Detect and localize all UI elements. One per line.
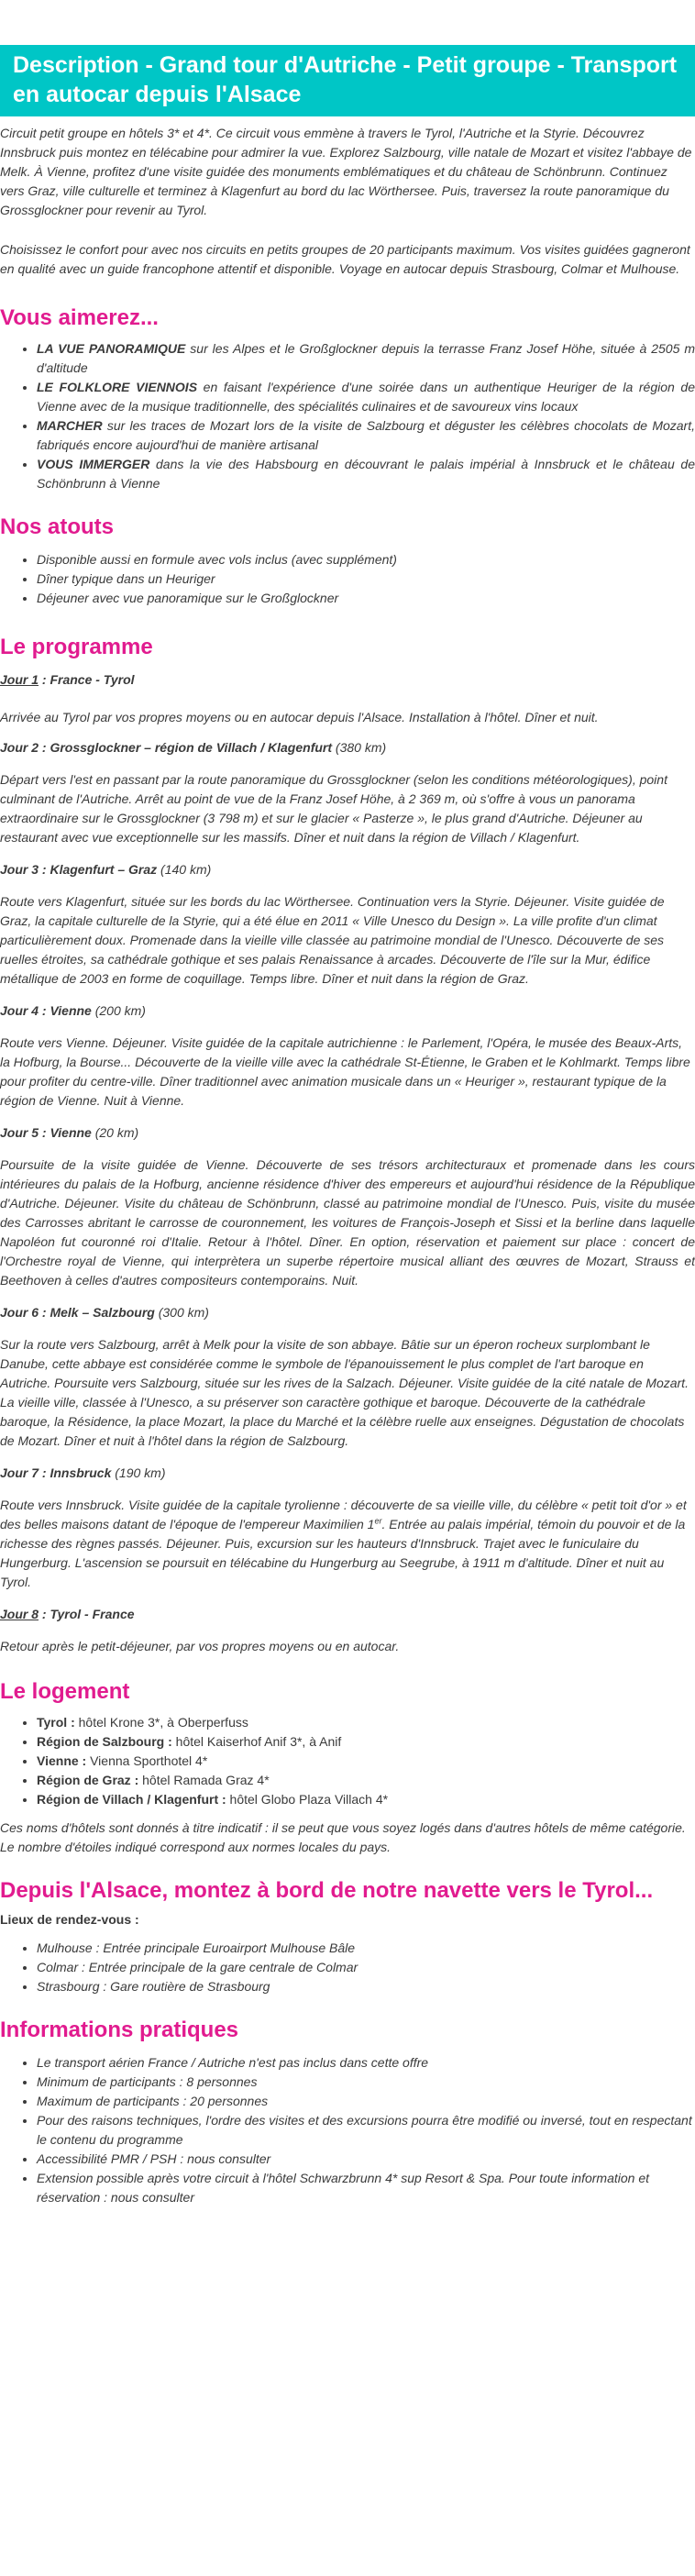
navette-list <box>0 1939 695 1996</box>
intro-paragraph-1: Circuit petit groupe en hôtels 3* et 4*. Ce circuit vous emmène à travers le Tyrol, l'Autriche et la Styrie. Découvrez Innsbruck puis montez en télécabine pour admirer la vue. Explorez Salzbourg, ville natale de Mozart et visitez l'abbaye de Melk. À Vienne, profitez d'une visite guidée des monuments emblématiques et du château de Schönbrunn. Continuez vers Graz, ville culturelle et terminez à Klagenfurt au bord du lac Wörthersee. Puis, traversez la route panoramique du Grossglockner pour revenir au Tyrol. <box>0 126 692 217</box>
aimerez-list <box>0 339 695 493</box>
navette-subheading: Lieux de rendez-vous : <box>0 1912 139 1927</box>
day-text: Route vers Innsbruck. Visite guidée de la capitale tyrolienne : découverte de sa vieille ville, du célèbre « petit toit d'or » et des belles maisons datant de l'époque de l'empereur Maximilien 1er. Entrée au palais impérial, témoin du pouvoir et de la richesse des règnes passés. Déjeuner. Puis, excursion sur les hauteurs d'Innsbruck. Trajet avec le funiculaire du Hungerburg. L'ascension se poursuit en télécabine du Hungerburg au Seegrube, à 1911 m d'altitude. Dîner et nuit au Tyrol. <box>0 1498 687 1589</box>
list-item: • VOUS IMMERGER dans la vie des Habsbourg en découvrant le palais impérial à Innsbruck et le château de Schönbrunn à Vienne <box>37 455 695 493</box>
page <box>0 45 695 2207</box>
list-item: • Vienne : Vienna Sporthotel 4* <box>37 1752 695 1771</box>
day-heading: Jour 3 : Klagenfurt – Graz (140 km) <box>0 862 212 877</box>
logement-note: Ces noms d'hôtels sont donnés à titre indicatif : il se peut que vous soyez logés dans d'autres hôtels de même catégorie. <box>0 1820 686 1835</box>
day-heading: Jour 1 : France - Tyrol <box>0 672 135 687</box>
day-heading: Jour 8 : Tyrol - France <box>0 1607 135 1621</box>
day-heading: Jour 6 : Melk – Salzbourg (300 km) <box>0 1305 209 1320</box>
content <box>0 124 695 2207</box>
list-item: • Le transport aérien France / Autriche n'est pas inclus dans cette offre <box>37 2053 695 2073</box>
day-text: Départ vers l'est en passant par la route panoramique du Grossglockner (selon les conditions météorologiques), point culminant de l'Autriche. Arrêt au point de vue de la Franz Josef Höhe, à 2 369 m, où s'offre à vous un panorama extraordinaire sur le Grossglockner (3 798 m) et sur le glacier « Pasterze », le plus grand d'Autriche. Déjeuner au restaurant avec vue exceptionnelle sur les massifs. Dîner et nuit dans la région de Villach / Klagenfurt. <box>0 772 667 845</box>
list-item: • Accessibilité PMR / PSH : nous consulter <box>37 2150 695 2169</box>
section-heading-programme: Le programme <box>0 635 153 659</box>
list-item: • Maximum de participants : 20 personnes <box>37 2092 695 2111</box>
list-item: • Extension possible après votre circuit à l'hôtel Schwarzbrunn 4* sup Resort & Spa. Pour toute information et réservation : nous consulter <box>37 2169 695 2207</box>
day-text: Poursuite de la visite guidée de Vienne. Découverte de ses trésors architecturaux et promenade dans les cours intérieures du palais de la Hofburg, ancienne résidence d'hiver des empereurs et aujourd'hui résidence de la République d'Autriche. Déjeuner. Visite du château de Schönbrunn, classé au patrimoine mondial de l'Unesco. Puis, visite du musée des Carrosses abritant le carrosse de couronnement, les voitures de François-Joseph et Sissi et la berline dans laquelle Napoléon fut couronné roi d'Italie. Retour à l'hôtel. Dîner. En option, réservation et paiement sur place : concert de l'Orchestre royal de Vienne, qui interprètera un superbe répertoire musical alliant des œuvres de Mozart, Strauss et Beethoven à celles d'autres compositeurs contemporains. Nuit. <box>0 1157 695 1288</box>
list-item: • Disponible aussi en formule avec vols inclus (avec supplément) <box>37 550 695 569</box>
day-text: Sur la route vers Salzbourg, arrêt à Melk pour la visite de son abbaye. Bâtie sur un éperon rocheux surplombant le Danube, cette abbaye est considérée comme le symbole de l'épanouissement le plus complet de l'art baroque en Autriche. Poursuite vers Salzbourg, située sur les rives de la Salzach. Déjeuner. Visite guidée de la cité natale de Mozart. La vieille ville, classée à l'Unesco, a su préserver son caractère gothique et baroque. Découverte de la cathédrale baroque, la Résidence, la place Mozart, la place du Marché et la célèbre ruelle aux enseignes. Dégustation de chocolats de Mozart. Dîner et nuit à l'hôtel dans la région de Salzbourg. <box>0 1337 689 1448</box>
list-item: • Minimum de participants : 8 personnes <box>37 2073 695 2092</box>
logement-list <box>0 1713 695 1809</box>
list-item: • Région de Graz : hôtel Ramada Graz 4* <box>37 1771 695 1790</box>
list-item: • LA VUE PANORAMIQUE sur les Alpes et le Großglockner depuis la terrasse Franz Josef Höhe, située à 2505 m d'altitude <box>37 339 695 378</box>
list-item: • Mulhouse : Entrée principale Euroairport Mulhouse Bâle <box>37 1939 695 1958</box>
infos-list <box>0 2053 695 2207</box>
logement-note: Le nombre d'étoiles indiqué correspond aux normes locales du pays. <box>0 1840 392 1854</box>
section-heading-logement: Le logement <box>0 1679 130 1704</box>
list-item: • Pour des raisons techniques, l'ordre des visites et des excursions pourra être modifié ou inversé, tout en respectant le contenu du programme <box>37 2111 695 2150</box>
list-item: • Déjeuner avec vue panoramique sur le Großglockner <box>37 589 695 608</box>
day-text: Retour après le petit-déjeuner, par vos propres moyens ou en autocar. <box>0 1639 400 1653</box>
list-item: • Colmar : Entrée principale de la gare centrale de Colmar <box>37 1958 695 1977</box>
day-heading: Jour 5 : Vienne (20 km) <box>0 1125 139 1140</box>
day-text: Route vers Vienne. Déjeuner. Visite guidée de la capitale autrichienne : le Parlement, l'Opéra, le musée des Beaux-Arts, la Hofburg, la Bourse... Découverte de la vieille ville avec la cathédrale St-Étienne, le Graben et le Kohlmarkt. Temps libre pour profiter du centre-ville. Dîner traditionnel avec animation musicale dans un « Heuriger », restaurant typique de la région de Vienne. Nuit à Vienne. <box>0 1035 690 1108</box>
section-heading-atouts: Nos atouts <box>0 514 115 539</box>
day-heading: Jour 7 : Innsbruck (190 km) <box>0 1465 166 1480</box>
list-item: • Région de Villach / Klagenfurt : hôtel Globo Plaza Villach 4* <box>37 1790 695 1809</box>
list-item: • Dîner typique dans un Heuriger <box>37 569 695 589</box>
list-item: • LE FOLKLORE VIENNOIS en faisant l'expérience d'une soirée dans un authentique Heuriger de la région de Vienne avec de la musique traditionnelle, des spécialités culinaires et de savoureux vins locaux <box>37 378 695 416</box>
section-heading-navette: Depuis l'Alsace, montez à bord de notre navette vers le Tyrol... <box>0 1878 654 1903</box>
page-title: Description - Grand tour d'Autriche - Petit groupe - Transport en autocar depuis l'Alsace <box>0 45 695 116</box>
intro-paragraph-2: Choisissez le confort pour avec nos circuits en petits groupes de 20 participants maximum. Vos visites guidées gagneront en qualité avec un guide francophone attentif et disponible. Voyage en autocar depuis Strasbourg, Colmar et Mulhouse. <box>0 242 690 276</box>
day-heading: Jour 2 : Grossglockner – région de Villach / Klagenfurt (380 km) <box>0 740 387 755</box>
day-text: Arrivée au Tyrol par vos propres moyens ou en autocar depuis l'Alsace. Installation à l'hôtel. Dîner et nuit. <box>0 710 599 724</box>
atouts-list <box>0 550 695 608</box>
list-item: • Région de Salzbourg : hôtel Kaiserhof Anif 3*, à Anif <box>37 1732 695 1752</box>
list-item: • Strasbourg : Gare routière de Strasbourg <box>37 1977 695 1996</box>
day-text: Route vers Klagenfurt, située sur les bords du lac Wörthersee. Continuation vers la Styrie. Déjeuner. Visite guidée de Graz, la capitale culturelle de la Styrie, qui a été élue en 2011 « Ville Unesco du Design ». La ville profite d'un climat particulièrement doux. Promenade dans la vieille ville classée au patrimoine mondial de l'Unesco. Découverte de ses ruelles étroites, sa cathédrale gothique et ses palais Renaissance à arcades. Découverte de l'île sur la Mur, édifice métallique de 2003 en forme de coquillage. Temps libre. Dîner et nuit dans la région de Graz. <box>0 894 665 986</box>
section-heading-infos: Informations pratiques <box>0 2018 239 2042</box>
section-heading-aimerez: Vous aimerez... <box>0 305 159 330</box>
day-heading: Jour 4 : Vienne (200 km) <box>0 1003 146 1018</box>
list-item: • MARCHER sur les traces de Mozart lors de la visite de Salzbourg et déguster les célèbres chocolats de Mozart, fabriqués encore aujourd'hui de manière artisanal <box>37 416 695 455</box>
list-item: • Tyrol : hôtel Krone 3*, à Oberperfuss <box>37 1713 695 1732</box>
